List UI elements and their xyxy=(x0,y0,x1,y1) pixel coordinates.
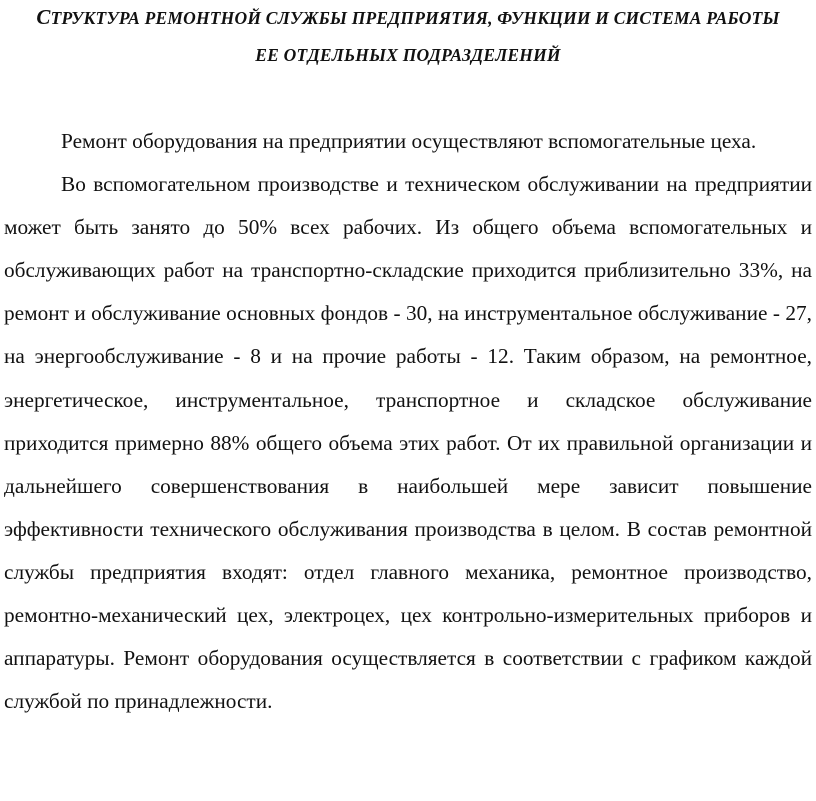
title-initial-letter: С xyxy=(36,5,51,29)
document-title xyxy=(4,1,812,76)
document-page xyxy=(4,0,812,723)
paragraph-2: Во вспомогательном производстве и техническом обслуживании на предприятии может быть занято до 50% всех рабочих. Из общего объема вспомогательных и обслуживающих работ на транспортно-складские приходится приблизительно 33%, на ремонт и обслуживание основных фондов - 30, на инструментальное обслуживание - 27, на энергообслуживание - 8 и на прочие работы - 12. Таким образом, на ремонтное, энергетическое, инструментальное, транспортное и складское обслуживание приходится примерно 88% общего объема этих работ. От их правильной организации и дальнейшего совершенствования в наибольшей мере зависит повышение эффективности технического обслуживания производства в целом. В состав ремонтной службы предприятия входят: отдел главного механика, ремонтное производство, ремонтно-механический цех, электроцех, цех контрольно-измерительных приборов и аппаратуры. Ремонт оборудования осуществляется в соответствии с графиком каждой службой по принадлежности. xyxy=(4,172,812,714)
title-line-1-text: ТРУКТУРА РЕМОНТНОЙ СЛУЖБЫ ПРЕДПРИЯТИЯ, ФУНКЦИИ И СИСТЕМА РАБОТЫ xyxy=(50,8,780,28)
title-line-1 xyxy=(4,1,812,34)
paragraph-1: Ремонт оборудования на предприятии осуществляют вспомогательные цеха. xyxy=(61,129,757,153)
title-line-2: ЕЕ ОТДЕЛЬНЫХ ПОДРАЗДЕЛЕНИЙ xyxy=(255,45,561,65)
